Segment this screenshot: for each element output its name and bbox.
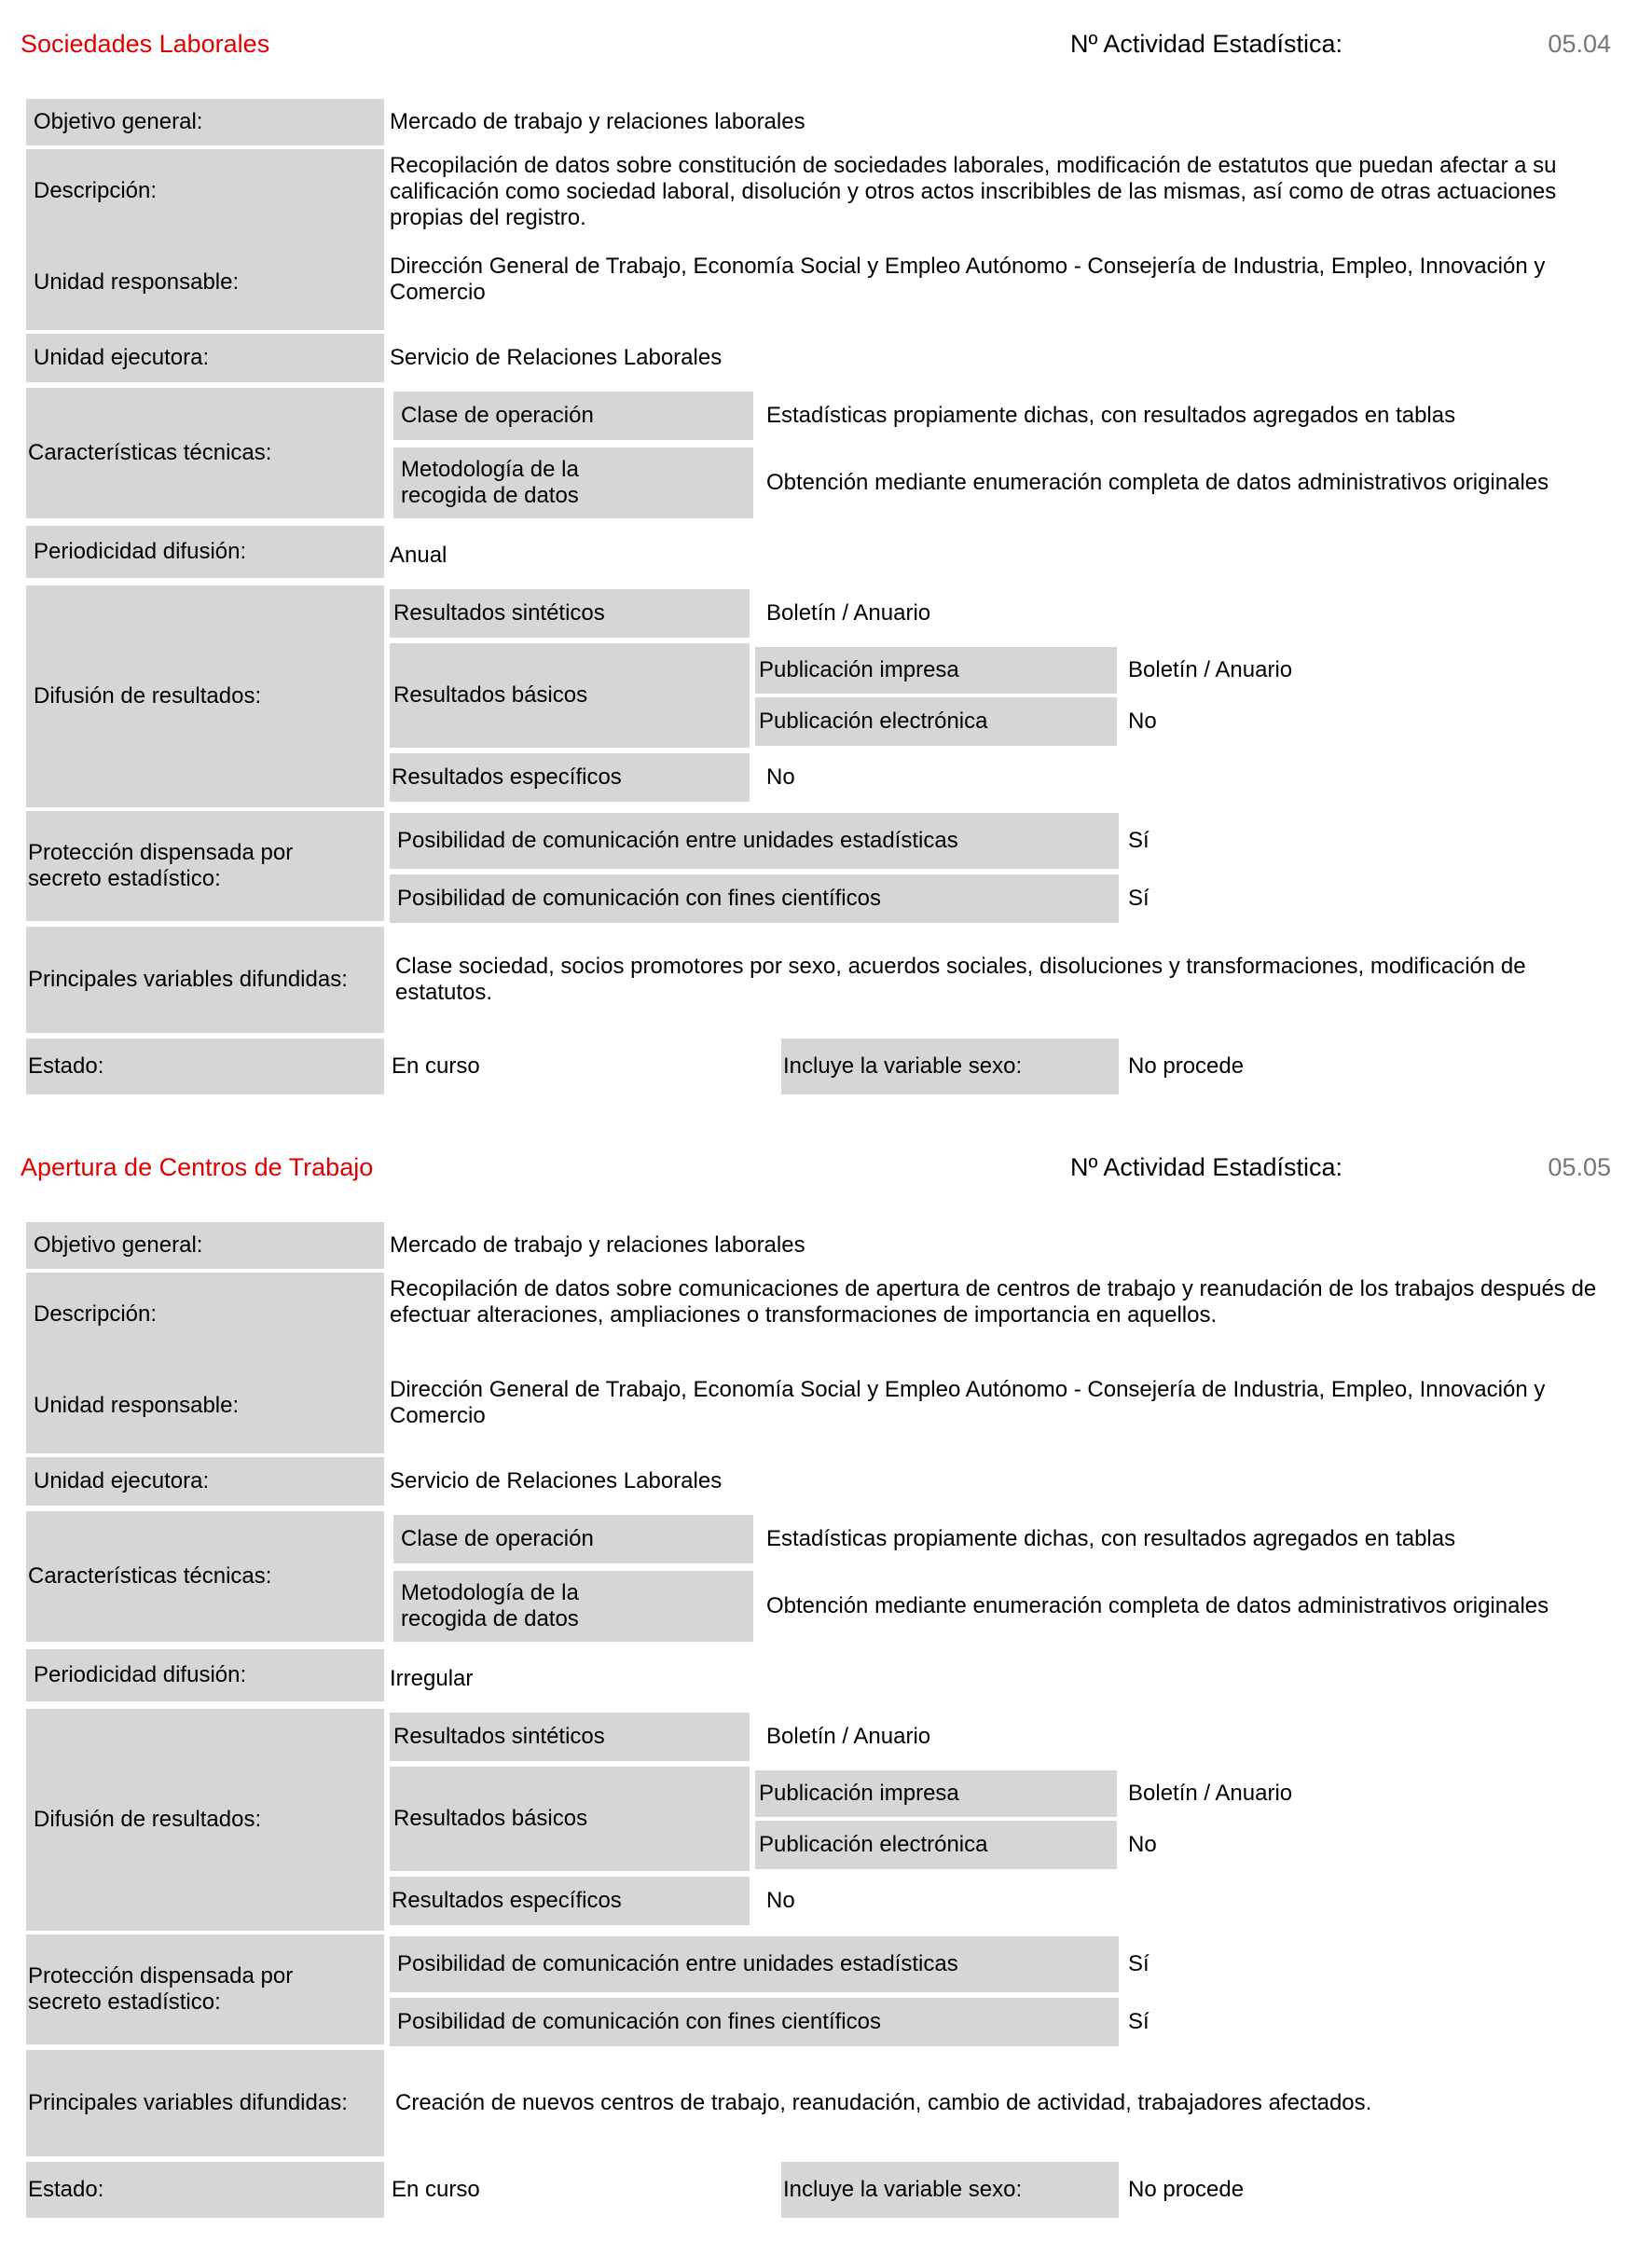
res-sinteticos-label: Resultados sintéticos bbox=[390, 589, 750, 638]
sexo-label: Incluye la variable sexo: bbox=[781, 2162, 1119, 2218]
proteccion-label: Protección dispensada por secreto estadístico: bbox=[26, 1934, 384, 2044]
pub-electronica-value: No bbox=[1128, 709, 1157, 734]
activity-number-label: Nº Actividad Estadística: bbox=[1070, 1153, 1342, 1181]
clase-operacion-value: Estadísticas propiamente dichas, con resultados agregados en tablas bbox=[766, 1526, 1456, 1551]
unidad-ejecutora-label: Unidad ejecutora: bbox=[26, 1457, 384, 1506]
res-sinteticos-label: Resultados sintéticos bbox=[390, 1713, 750, 1761]
metodologia-label: Metodología de la recogida de datos bbox=[393, 447, 753, 518]
res-especificos-label: Resultados específicos bbox=[390, 1877, 750, 1925]
periodicidad-value: Irregular bbox=[390, 1666, 474, 1691]
pub-electronica-value: No bbox=[1128, 1832, 1157, 1857]
estado-value: En curso bbox=[392, 2177, 480, 2202]
periodicidad-value: Anual bbox=[390, 543, 447, 568]
objetivo-value: Mercado de trabajo y relaciones laborales bbox=[390, 1232, 805, 1258]
activity-section bbox=[0, 1123, 1652, 2247]
com-unidades-value: Sí bbox=[1128, 828, 1150, 853]
difusion-label: Difusión de resultados: bbox=[26, 1709, 384, 1931]
com-cientificos-label: Posibilidad de comunicación con fines científicos bbox=[390, 1998, 1119, 2046]
pub-impresa-label: Publicación impresa bbox=[755, 1770, 1117, 1817]
objetivo-value: Mercado de trabajo y relaciones laborales bbox=[390, 109, 805, 134]
res-basicos-label: Resultados básicos bbox=[390, 643, 750, 748]
objetivo-label: Objetivo general: bbox=[26, 99, 384, 145]
estado-label: Estado: bbox=[26, 1039, 384, 1094]
variables-label: Principales variables difundidas: bbox=[26, 927, 384, 1033]
variables-label: Principales variables difundidas: bbox=[26, 2050, 384, 2156]
unidad-ejecutora-label: Unidad ejecutora: bbox=[26, 334, 384, 382]
metodologia-value: Obtención mediante enumeración completa de datos administrativos originales bbox=[766, 1593, 1549, 1618]
sexo-label: Incluye la variable sexo: bbox=[781, 1039, 1119, 1094]
com-unidades-value: Sí bbox=[1128, 1951, 1150, 1976]
res-especificos-label: Resultados específicos bbox=[390, 753, 750, 802]
res-sinteticos-value: Boletín / Anuario bbox=[766, 600, 931, 626]
unidad-responsable-label: Unidad responsable: bbox=[34, 1393, 240, 1418]
descripcion-value: Recopilación de datos sobre comunicaciones de apertura de centros de trabajo y reanudación de los trabajos después de efectuar alteraciones, ampliaciones o transformaciones de importancia en aquellos. bbox=[390, 1276, 1597, 1328]
activity-section bbox=[0, 0, 1652, 1123]
activity-title: Apertura de Centros de Trabajo bbox=[21, 1153, 374, 1181]
clase-operacion-value: Estadísticas propiamente dichas, con resultados agregados en tablas bbox=[766, 403, 1456, 428]
proteccion-label: Protección dispensada por secreto estadístico: bbox=[26, 811, 384, 921]
res-especificos-value: No bbox=[766, 1888, 795, 1913]
metodologia-value: Obtención mediante enumeración completa de datos administrativos originales bbox=[766, 470, 1549, 495]
com-cientificos-value: Sí bbox=[1128, 886, 1150, 911]
activity-number: 05.05 bbox=[1548, 1153, 1611, 1181]
pub-impresa-value: Boletín / Anuario bbox=[1128, 657, 1293, 682]
com-cientificos-value: Sí bbox=[1128, 2009, 1150, 2034]
estado-value: En curso bbox=[392, 1053, 480, 1079]
caracteristicas-label: Características técnicas: bbox=[26, 388, 384, 518]
pub-impresa-value: Boletín / Anuario bbox=[1128, 1781, 1293, 1806]
com-unidades-label: Posibilidad de comunicación entre unidades estadísticas bbox=[390, 1936, 1119, 1992]
unidad-ejecutora-value: Servicio de Relaciones Laborales bbox=[390, 1468, 723, 1493]
periodicidad-label: Periodicidad difusión: bbox=[26, 526, 384, 578]
sexo-value: No procede bbox=[1128, 1053, 1245, 1079]
objetivo-label: Objetivo general: bbox=[26, 1222, 384, 1269]
descripcion-value: Recopilación de datos sobre constitución de sociedades laborales, modificación de estatutos que puedan afectar a su calificación como sociedad laboral, disolución y otros actos inscribibles de las mismas, así como de otras actuaciones propias del registro. bbox=[390, 153, 1557, 230]
variables-value: Creación de nuevos centros de trabajo, reanudación, cambio de actividad, trabajadores afectados. bbox=[395, 2090, 1372, 2115]
pub-electronica-label: Publicación electrónica bbox=[755, 697, 1117, 746]
clase-operacion-label: Clase de operación bbox=[393, 1515, 753, 1563]
estado-label: Estado: bbox=[26, 2162, 384, 2218]
activity-title: Sociedades Laborales bbox=[21, 30, 270, 58]
res-especificos-value: No bbox=[766, 764, 795, 790]
res-sinteticos-value: Boletín / Anuario bbox=[766, 1724, 931, 1749]
unidad-ejecutora-value: Servicio de Relaciones Laborales bbox=[390, 345, 723, 370]
res-basicos-label: Resultados básicos bbox=[390, 1767, 750, 1871]
com-cientificos-label: Posibilidad de comunicación con fines científicos bbox=[390, 874, 1119, 923]
descripcion-label: Descripción: bbox=[34, 1301, 158, 1327]
unidad-responsable-value: Dirección General de Trabajo, Economía Social y Empleo Autónomo - Consejería de Industria, Empleo, Innovación y Comercio bbox=[390, 254, 1546, 305]
activity-number-label: Nº Actividad Estadística: bbox=[1070, 30, 1342, 58]
pub-impresa-label: Publicación impresa bbox=[755, 647, 1117, 694]
caracteristicas-label: Características técnicas: bbox=[26, 1511, 384, 1642]
pub-electronica-label: Publicación electrónica bbox=[755, 1821, 1117, 1869]
com-unidades-label: Posibilidad de comunicación entre unidades estadísticas bbox=[390, 813, 1119, 869]
metodologia-label: Metodología de la recogida de datos bbox=[393, 1571, 753, 1642]
difusion-label: Difusión de resultados: bbox=[26, 585, 384, 807]
unidad-responsable-value: Dirección General de Trabajo, Economía Social y Empleo Autónomo - Consejería de Industria, Empleo, Innovación y Comercio bbox=[390, 1377, 1546, 1428]
unidad-responsable-label: Unidad responsable: bbox=[34, 269, 240, 295]
sexo-value: No procede bbox=[1128, 2177, 1245, 2202]
periodicidad-label: Periodicidad difusión: bbox=[26, 1649, 384, 1701]
clase-operacion-label: Clase de operación bbox=[393, 392, 753, 440]
descripcion-label: Descripción: bbox=[34, 178, 158, 203]
activity-number: 05.04 bbox=[1548, 30, 1611, 58]
variables-value: Clase sociedad, socios promotores por sexo, acuerdos sociales, disoluciones y transformaciones, modificación de estatutos. bbox=[395, 954, 1526, 1005]
